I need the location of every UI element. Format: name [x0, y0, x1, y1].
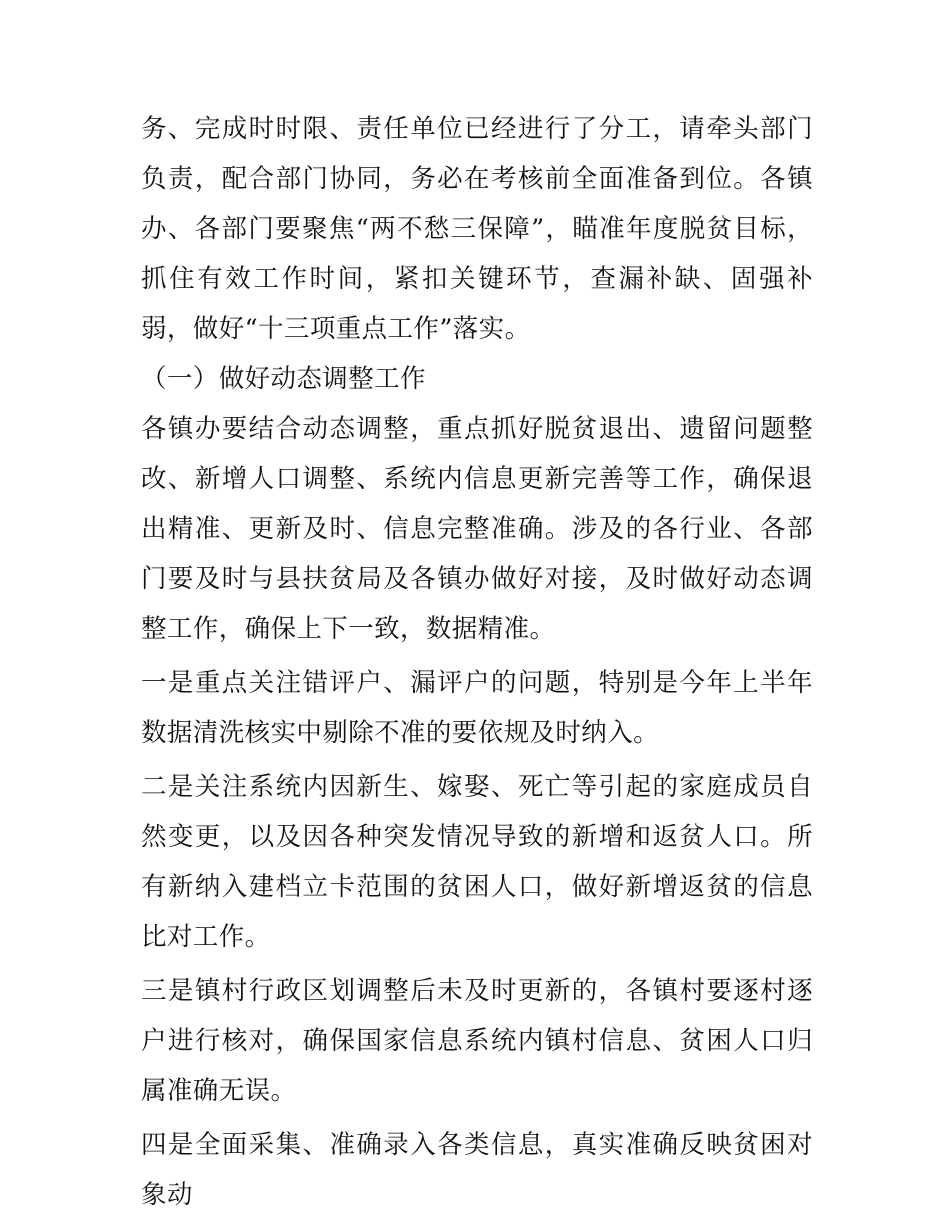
paragraph-item-four: 四是全面采集、准确录入各类信息，真实准确反映贫困对象动 — [141, 1130, 813, 1210]
paragraph-item-two: 二是关注系统内因新生、嫁娶、死亡等引起的家庭成员自然变更，以及因各种突发情况导致的新增和返贫人口。所有新纳入建档立卡范围的贫困人口，做好新增返贫的信息比对工作。 — [141, 772, 813, 952]
section-heading: （一）做好动态调整工作 — [141, 364, 426, 394]
paragraph-continuation: 务、完成时时限、责任单位已经进行了分工，请牵头部门负责，配合部门协同，务必在考核前全面准备到位。各镇办、各部门要聚焦“两不愁三保障”，瞄准年度脱贫目标，抓住有效工作时间，紧扣关键环节，查漏补缺、固强补弱，做好“十三项重点工作”落实。 — [141, 114, 813, 344]
document-body — [141, 104, 813, 1220]
paragraph-item-one: 一是重点关注错评户、漏评户的问题，特别是今年上半年数据清洗核实中剔除不准的要依规及时纳入。 — [141, 668, 813, 748]
paragraph-dynamic-adjustment: 各镇办要结合动态调整，重点抓好脱贫退出、遗留问题整改、新增人口调整、系统内信息更新完善等工作，确保退出精准、更新及时、信息完整准确。涉及的各行业、各部门要及时与县扶贫局及各镇办做好对接，及时做好动态调整工作，确保上下一致，数据精准。 — [141, 414, 813, 644]
paragraph-item-three: 三是镇村行政区划调整后未及时更新的，各镇村要逐村逐户进行核对，确保国家信息系统内镇村信息、贫困人口归属准确无误。 — [141, 976, 813, 1106]
